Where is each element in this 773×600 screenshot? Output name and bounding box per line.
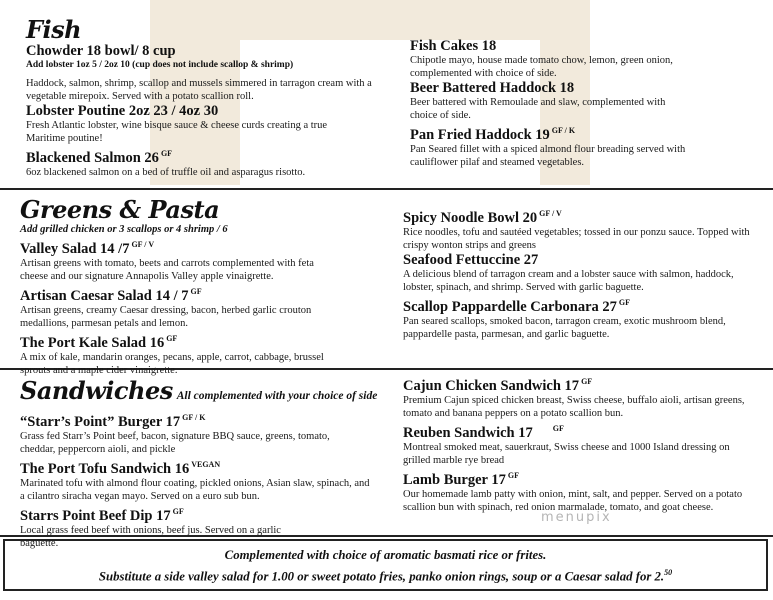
- item-desc: Haddock, salmon, shrimp, scallop and mussels simmered in tarragon cream with a vegetable mirepoix. Served with a potato scallion roll.: [26, 78, 372, 102]
- item-name: [403, 205, 763, 227]
- menu-item: [20, 409, 390, 456]
- footer-line-2: [5, 564, 766, 585]
- diet-tag: GF / V: [539, 209, 562, 218]
- item-name-text: Blackened Salmon 26: [26, 150, 159, 166]
- section-divider: [0, 188, 773, 190]
- diet-tag: GF: [166, 334, 178, 343]
- diet-tag: GF / K: [551, 126, 576, 135]
- diet-tag: GF: [581, 377, 593, 386]
- item-name-text: Spicy Noodle Bowl 20: [403, 210, 538, 226]
- item-name: Chowder 18 bowl/ 8 cup: [26, 43, 176, 59]
- item-name-text: Reuben Sandwich 17: [403, 425, 533, 441]
- greens-title: Greens & Pasta: [20, 195, 220, 224]
- diet-tag: GF: [190, 287, 202, 296]
- item-desc: Chipotle mayo, house made tomato chow, lemon, green onion, complemented with choice of side.: [410, 55, 673, 79]
- item-name: [20, 330, 390, 352]
- item-desc: A delicious blend of tarragon cream and a lobster sauce with salmon, haddock, lobster, spinach, and shrimp. Served with garlic baguette.: [403, 269, 734, 293]
- item-desc: Rice noodles, tofu and sautéed vegetables; tossed in our ponzu sauce. Topped with crispy wonton strips and greens: [403, 227, 750, 251]
- item-name: Lobster Poutine 2oz 23 / 4oz 30: [26, 103, 219, 119]
- menu-item: [403, 420, 763, 467]
- diet-tag: VEGAN: [191, 460, 221, 469]
- menu-item: [26, 145, 386, 180]
- item-desc: Marinated tofu with almond flour coating, pickled onions, Asian slaw, spinach, and a cilantro siracha vegan mayo. Served on a euro sub bun.: [20, 478, 370, 502]
- fish-right-column: [410, 38, 760, 169]
- menu-item: [403, 467, 763, 514]
- item-desc: Artisan greens, creamy Caesar dressing, bacon, herbed garlic crouton medallions, parmesan petals and lemon.: [20, 305, 312, 329]
- item-name: [403, 373, 763, 395]
- menu-item: [403, 252, 763, 294]
- menu-item: [403, 205, 763, 252]
- item-name: Seafood Fettuccine 27: [403, 252, 539, 268]
- sandwiches-subtitle: All complemented with your choice of side: [176, 390, 378, 402]
- item-desc: A mix of kale, mandarin oranges, pecans, apple, carrot, cabbage, brussel sprouts and a maple cider vinaigrette.: [20, 352, 324, 376]
- item-name-text: Scallop Pappardelle Carbonara 27: [403, 299, 617, 315]
- diet-tag: GF / V: [131, 240, 155, 249]
- diet-tag: GF / K: [182, 413, 206, 422]
- item-name-text: Starrs Point Beef Dip 17: [20, 508, 171, 524]
- item-desc: Beer battered with Remoulade and slaw, complemented with choice of side.: [410, 97, 666, 121]
- sandwiches-section: [20, 378, 390, 550]
- item-name-text: “Starr’s Point” Burger 17: [20, 414, 181, 430]
- menu-item: [20, 330, 390, 377]
- menu-item: [20, 236, 390, 283]
- item-name: Beer Battered Haddock 18: [410, 80, 575, 96]
- item-name: [26, 145, 386, 167]
- menu-item: [26, 103, 386, 145]
- footer-price-sup: 50: [664, 568, 673, 577]
- sandwiches-right-column: [403, 373, 763, 514]
- item-name: [20, 503, 390, 525]
- menu-item: [20, 456, 390, 503]
- sandwiches-title: [20, 378, 390, 409]
- diet-tag: GF: [552, 424, 564, 433]
- menu-item: [20, 283, 390, 330]
- diet-tag: GF: [618, 298, 630, 307]
- item-desc: Premium Cajun spiced chicken breast, Swiss cheese, buffalo aioli, artisan greens, tomato and banana peppers on a potato scallion bun.: [403, 395, 745, 419]
- greens-section: [20, 197, 390, 377]
- fish-section: [26, 17, 386, 180]
- item-name: [410, 122, 760, 144]
- item-name-text: The Port Kale Salad 16: [20, 335, 165, 351]
- item-desc: Fresh Atlantic lobster, wine bisque sauce & cheese curds creating a true Maritime poutine!: [26, 120, 328, 144]
- menu-item: [26, 43, 386, 103]
- menu-item: [410, 122, 760, 169]
- item-desc: Pan seared scallops, smoked bacon, tarragon cream, exotic mushroom blend, pappardelle pasta, parmesan, and garlic baguette.: [403, 316, 726, 340]
- item-name: [403, 467, 763, 489]
- greens-note: Add grilled chicken or 3 scallops or 4 shrimp / 6: [20, 224, 228, 235]
- item-desc: Montreal smoked meat, sauerkraut, Swiss cheese and 1000 Island dressing on grilled marble rye bread: [403, 442, 730, 466]
- menu-item: [410, 80, 760, 122]
- fish-title: Fish: [26, 15, 82, 44]
- diet-tag: GF: [172, 507, 184, 516]
- menu-item: [410, 38, 760, 80]
- item-name: [20, 236, 390, 258]
- item-desc: Pan Seared fillet with a spiced almond flour breading served with cauliflower pilaf and steamed vegetables.: [410, 144, 686, 168]
- watermark: menupix: [541, 510, 612, 525]
- item-name-text: Lamb Burger 17: [403, 472, 506, 488]
- item-note: Add lobster 1oz 5 / 2oz 10 (cup does not include scallop & shrimp): [26, 60, 294, 70]
- item-desc: Grass fed Starr’s Point beef, bacon, signature BBQ sauce, greens, tomato, cheddar, peppercorn aioli, and pickle: [20, 431, 330, 455]
- item-desc: 6oz blackened salmon on a bed of truffle oil and asparagus risotto.: [26, 167, 306, 178]
- footer-line-2-text: Substitute a side valley salad for 1.00 or sweet potato fries, panko onion rings, soup or a Caesar salad for 2.: [98, 569, 665, 584]
- item-name: [20, 456, 390, 478]
- menu-item: [403, 373, 763, 420]
- item-desc: Artisan greens with tomato, beets and carrots complemented with feta cheese and our signature Annapolis Valley apple vinaigrette.: [20, 258, 314, 282]
- item-name-text: Valley Salad 14 /7: [20, 241, 130, 257]
- item-name: Fish Cakes 18: [410, 38, 497, 54]
- item-name: [403, 420, 763, 442]
- item-name: [20, 283, 390, 305]
- footer-box: [3, 539, 768, 591]
- greens-right-column: [403, 205, 763, 341]
- item-name: [403, 294, 763, 316]
- item-name-text: Artisan Caesar Salad 14 / 7: [20, 288, 189, 304]
- diet-tag: GF: [160, 149, 173, 158]
- sandwiches-title-text: Sandwiches: [20, 376, 173, 405]
- item-desc: Local grass feed beef with onions, beef jus. Served on a garlic baguette.: [20, 525, 281, 549]
- item-name-text: Cajun Chicken Sandwich 17: [403, 378, 580, 394]
- item-name-text: The Port Tofu Sandwich 16: [20, 461, 190, 477]
- item-name: [20, 409, 390, 431]
- diet-tag: GF: [507, 471, 519, 480]
- item-desc: Our homemade lamb patty with onion, mint, salt, and pepper. Served on a potato scallion bun with spinach, red onion marmalade, tomato, and goat cheese.: [403, 489, 743, 513]
- item-name-text: Pan Fried Haddock 19: [410, 127, 550, 143]
- menu-item: [403, 294, 763, 341]
- footer-line-1: Complemented with choice of aromatic basmati rice or frites.: [224, 548, 547, 562]
